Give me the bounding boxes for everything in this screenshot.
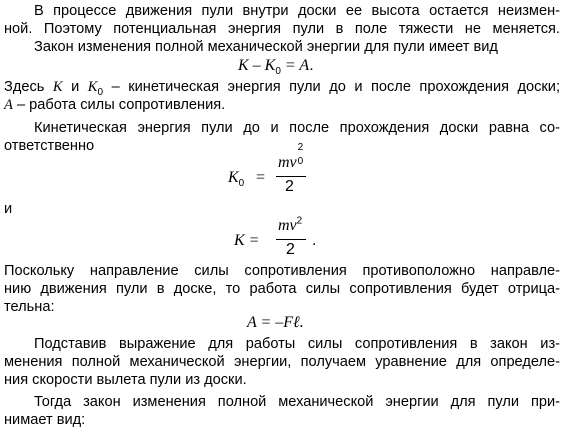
final-energy-formula xyxy=(234,215,334,263)
text-segment: и xyxy=(71,79,80,95)
paragraph-line xyxy=(4,78,560,96)
resistance-work-formula: A = –Fℓ. xyxy=(247,314,304,331)
paragraph-line: Кинетическая энергия пули до и после прохождения доски равна со- xyxy=(34,120,560,136)
paragraph-line: В процессе движения пули внутри доски ее высота остается неизмен- xyxy=(34,3,560,19)
fraction-denominator: 2 xyxy=(286,241,295,258)
text-segment: – работа силы сопротивления. xyxy=(16,97,226,113)
formula-equals: = xyxy=(256,169,266,186)
symbol-a: A xyxy=(4,97,13,113)
paragraph-line: ния скорости вылета пули из доски. xyxy=(4,372,247,388)
paragraph-line: ответственно xyxy=(4,138,95,154)
fraction-denominator: 2 xyxy=(285,178,294,195)
text-segment: – кинетическая энергия пули до и после прохождения доски; xyxy=(111,79,561,95)
symbol-k0: $K_0$ xyxy=(87,79,104,98)
paragraph-line: тельна: xyxy=(4,299,55,315)
paragraph-line: и xyxy=(4,201,13,217)
fraction-bar xyxy=(276,239,306,240)
symbol-k: K xyxy=(52,79,63,95)
paragraph-line: Тогда закон изменения полной механической энергии для пули при- xyxy=(34,394,560,410)
fraction-numerator: mv 2 0 xyxy=(278,142,304,171)
formula-lhs: K = xyxy=(234,232,260,249)
text-segment: Здесь xyxy=(4,79,45,95)
paragraph-line: Поскольку направление силы сопротивления противоположно направле- xyxy=(4,263,560,279)
paragraph-line xyxy=(4,96,560,114)
paragraph-line: Закон изменения полной механической энергии для пули имеет вид xyxy=(34,39,498,55)
paragraph-line: нимает вид: xyxy=(4,412,86,428)
fraction-numerator: $mv^2$ xyxy=(278,215,303,234)
paragraph-line: нию движения пули в доске, то работа силы сопротивления будет отрица- xyxy=(4,281,560,297)
formula-subscript: 0 xyxy=(275,66,281,78)
paragraph-line: Подставив выражение для работы силы сопротивления в закон из- xyxy=(34,336,560,352)
paragraph-line: ной. Поэтому потенциальная энергия пули в поле тяжести не меняется. xyxy=(4,21,560,37)
formula-period: . xyxy=(312,232,317,249)
formula-period: . xyxy=(309,57,314,74)
formula-lhs: $K_0$ xyxy=(228,169,245,190)
initial-energy-formula xyxy=(228,142,348,200)
fraction-bar xyxy=(276,176,306,177)
formula-minus: – xyxy=(252,57,261,74)
formula-eq-a: = A xyxy=(284,57,310,74)
formula-k0: K xyxy=(264,57,276,74)
formula-k: K xyxy=(238,57,249,74)
energy-law-formula xyxy=(238,57,314,78)
paragraph-line: менения полной механической энергии, получаем уравнение для определе- xyxy=(4,354,560,370)
